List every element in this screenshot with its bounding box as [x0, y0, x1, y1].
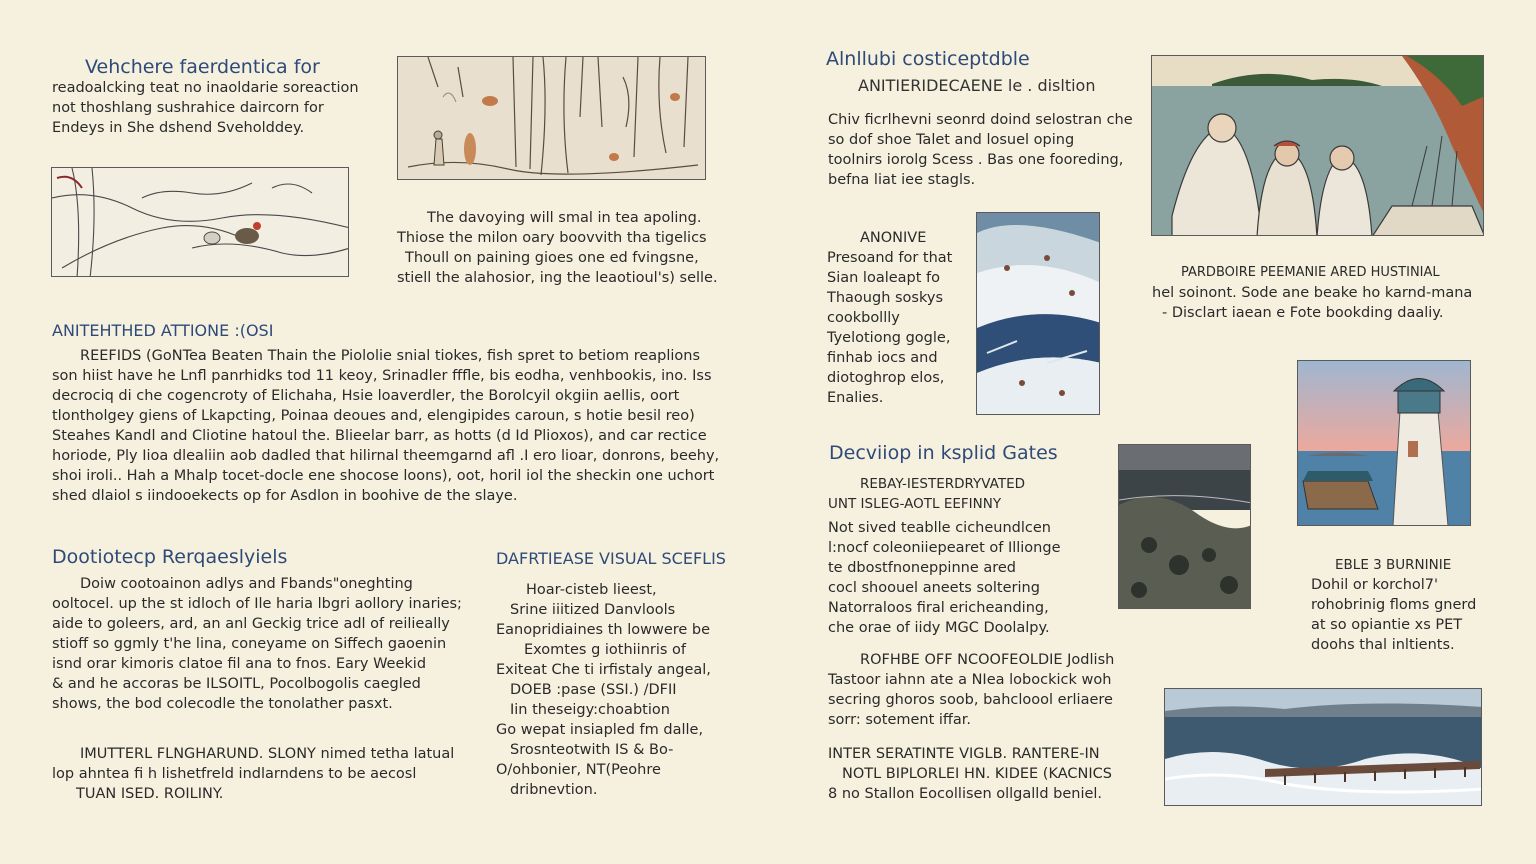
- intro-line: not thoshlang sushrahice daircorn for: [52, 100, 324, 116]
- caption-line: stiell the alahosior, ing the leaotioul's) selle.: [397, 270, 718, 286]
- visual-text: [496, 580, 711, 800]
- gates-text: [828, 518, 1061, 638]
- noofeol-title: ROFHBE OFF NCOOFEOLDIE Jodlish: [860, 652, 1115, 668]
- rantere-text: [828, 744, 1112, 804]
- atione-title: ANITEHTHED ATTIONE :(OSI: [52, 321, 274, 340]
- caption-line: Thoull on paining gioes one ed fvingsne,: [405, 250, 699, 266]
- visual-line: Go wepat insiapled fm dalle,: [496, 722, 704, 738]
- anonive-line: Tyelotiong gogle,: [827, 330, 951, 346]
- anonive-line: Sian loaleapt fo: [827, 270, 941, 286]
- visual-line: Srine iiitized Danvlools: [510, 602, 676, 618]
- anonive-line: cookbollly: [827, 310, 900, 326]
- pier-waves-illustration: [1164, 688, 1482, 806]
- caption-line: Thiose the milon oary boovvith tha tigelics: [397, 230, 707, 246]
- burninie-text: [1311, 555, 1476, 655]
- atione-line: Steahes Kandl and Cliotine hatoul the. Blieelar barr, as hotts (d Id Plioxos), and car rectice: [52, 428, 707, 444]
- anonive-line: Presoand for that: [827, 250, 953, 266]
- requests-line: & and he accoras be ILSOITL, Pocolbogolis caegled: [52, 676, 421, 692]
- visual-line: Hoar-cisteb lieest,: [526, 582, 657, 598]
- requests-footnote: [52, 744, 454, 804]
- requests-line: Doiw cootoainon adlys and Fbands"oneghting: [80, 576, 413, 592]
- visual-line: Eanopridiaines th lowwere be: [496, 622, 711, 638]
- peemanie-text: [1152, 263, 1472, 323]
- burninie-line: rohobrinig floms gnerd: [1311, 597, 1477, 613]
- anonive-text: [827, 228, 952, 408]
- gates-line: te dbostfnoneppinne ared: [828, 560, 1017, 576]
- footnote-line: lop ahntea fi h lishetfreld indlarndens to be aecosl: [52, 766, 417, 782]
- noofeol-line: secring ghoros soob, bahcloool erliaere: [828, 692, 1113, 708]
- intro-text: [52, 78, 359, 138]
- dark-coast-illustration: [1118, 444, 1251, 609]
- peemanie-line: - Disclart iaean e Fote bookding daaliy.: [1162, 305, 1444, 321]
- gates-subtitle: [828, 474, 1025, 514]
- requests-line: aide to goleers, ard, an anl Geckig trice adl of reilieally: [52, 616, 450, 632]
- noofeol-line: Tastoor iahnn ate a NIea lobockick woh: [828, 672, 1112, 688]
- top-line: befna liat iee stagls.: [828, 172, 976, 188]
- gates-subtitle-line: REBAY-IESTERDRYVATED: [860, 476, 1025, 492]
- intro-line: Endeys in She dshend Sveholddey.: [52, 120, 305, 136]
- atione-text: [52, 346, 719, 506]
- gates-line: che orae of iidy MGC Doolalpy.: [828, 620, 1050, 636]
- top-line: Chiv ficrlhevni seonrd doind selostran che: [828, 112, 1133, 128]
- requests-line: stioff so ggmly t'he lina, coneyame on Siffech gaoenin: [52, 636, 447, 652]
- requests-line: shows, the bod colecodle the tonolather pasxt.: [52, 696, 393, 712]
- intro-line: readoalcking teat no inaoldarie soreaction: [52, 80, 359, 96]
- peemanie-title: PARDBOIRE PEEMANIE ARED HUSTINIAL: [1181, 265, 1440, 280]
- rantere-line: NOTL BIPLORLEI HN. KIDEE (KACNICS: [842, 766, 1112, 782]
- top-line: toolnirs iorolg Scess . Bas one fooreding,: [828, 152, 1124, 168]
- footnote-line: IMUTTERL FLNGHARUND. SLONY nimed tetha latual: [80, 746, 455, 762]
- gates-title: Decviiop in ksplid Gates: [829, 442, 1058, 464]
- atione-line: shed dlaiol s iindooekects op for Asdlon in boohive de the slaye.: [52, 488, 518, 504]
- footnote-line: TUAN ISED. ROILINY.: [76, 786, 224, 802]
- noofeol-text: [828, 650, 1114, 730]
- gates-subtitle-line: UNT ISLEG-AOTL EEFINNY: [828, 496, 1002, 512]
- anonive-line: Thaough soskys: [827, 290, 943, 306]
- atione-line: shoi iroli.. Hah a Mhalp tocet-docle ene shocose loons), oot, horil iol the sheckin one uchort: [52, 468, 715, 484]
- atione-line: son hiist have he Lnfl panrhidks tod 11 keoy, Srinadler fffle, bis eodha, venhbookis, ino. Iss: [52, 368, 712, 384]
- tree-illustration: [51, 167, 349, 277]
- gates-line: Not sived teablle cicheundlcen: [828, 520, 1051, 536]
- gates-line: l:nocf coleoniiepearet of Illionge: [828, 540, 1061, 556]
- requests-line: ooltocel. up the st idloch of Ile haria lbgri aollory inaries;: [52, 596, 462, 612]
- top-line: so dof shoe Talet and losuel oping: [828, 132, 1075, 148]
- visual-line: Exomtes g iothiinris of: [524, 642, 687, 658]
- caption-line: The davoying will smal in tea apoling.: [427, 210, 702, 226]
- burninie-line: doohs thal inltients.: [1311, 637, 1455, 653]
- anonive-line: diotoghrop elos,: [827, 370, 945, 386]
- visual-line: Srosnteotwith IS & Bo-: [510, 742, 674, 758]
- visual-line: DOEB :pase (SSI.) /DFII: [510, 682, 677, 698]
- top-text: [828, 110, 1133, 190]
- burninie-title: EBLE 3 BURNINIE: [1335, 557, 1452, 573]
- requests-line: isnd orar kimoris clatoe fil ana to fnos. Eary Weekid: [52, 656, 427, 672]
- requests-title: Dootiotecp Rerqaeslyiels: [52, 546, 288, 568]
- visual-title: DAFRTIEASE VISUAL SCEFLIS: [496, 549, 726, 568]
- anonive-title: ANONIVE: [860, 230, 927, 246]
- burninie-line: at so opiantie xs PET: [1311, 617, 1463, 633]
- atione-line: tlontholgey giens of Lkapcting, Poinaa deoues and, elengipides caroun, s hotie besil reo): [52, 408, 695, 424]
- lighthouse-illustration: [1297, 360, 1471, 526]
- noofeol-line: sorr: sotement iffar.: [828, 712, 972, 728]
- forest-illustration: [397, 56, 706, 180]
- top-subtitle: ANITIERIDECAENE le . disltion: [858, 76, 1096, 95]
- visual-line: Iin theseigy:choabtion: [510, 702, 670, 718]
- atione-line: horiode, Ply Iioa dlealiin aob dadled that hilirnal theemgarnd afl .I ero lioar, donrons, beehy,: [52, 448, 720, 464]
- peemanie-line: hel soinont. Sode ane beake ho karnd-mana: [1152, 285, 1473, 301]
- visual-line: Exiteat Che ti irfistaly angeal,: [496, 662, 711, 678]
- atione-line: REEFIDS (GoNTea Beaten Thain the Piololie snial tiokes, fish spret to betiom reaplions: [80, 348, 701, 364]
- snow-scene-illustration: [976, 212, 1100, 415]
- burninie-line: Dohil or korchol7': [1311, 577, 1439, 593]
- intro-title: Vehchere faerdentica for: [85, 56, 320, 78]
- visual-line: O/ohbonier, NT(Peohre: [496, 762, 661, 778]
- rantere-line: 8 no Stallon Eocollisen ollgalld beniel.: [828, 786, 1103, 802]
- anonive-line: finhab iocs and: [827, 350, 938, 366]
- gates-line: Natorraloos firal ericheanding,: [828, 600, 1049, 616]
- top-title: Alnllubi costiceptdble: [826, 48, 1030, 70]
- atione-line: decrociq di che cogencroty of Elichaha, Hsie loaverdler, the Borolcyil okgiin aellis, oort: [52, 388, 680, 404]
- caption-middle: [397, 208, 718, 288]
- gates-line: cocl shoouel aneets soltering: [828, 580, 1040, 596]
- sea-figures-illustration: [1151, 55, 1484, 236]
- rantere-line: INTER SERATINTE VIGLB. RANTERE-IN: [828, 746, 1100, 762]
- visual-line: dribnevtion.: [510, 782, 598, 798]
- requests-text: [52, 574, 462, 714]
- anonive-line: Enalies.: [827, 390, 884, 406]
